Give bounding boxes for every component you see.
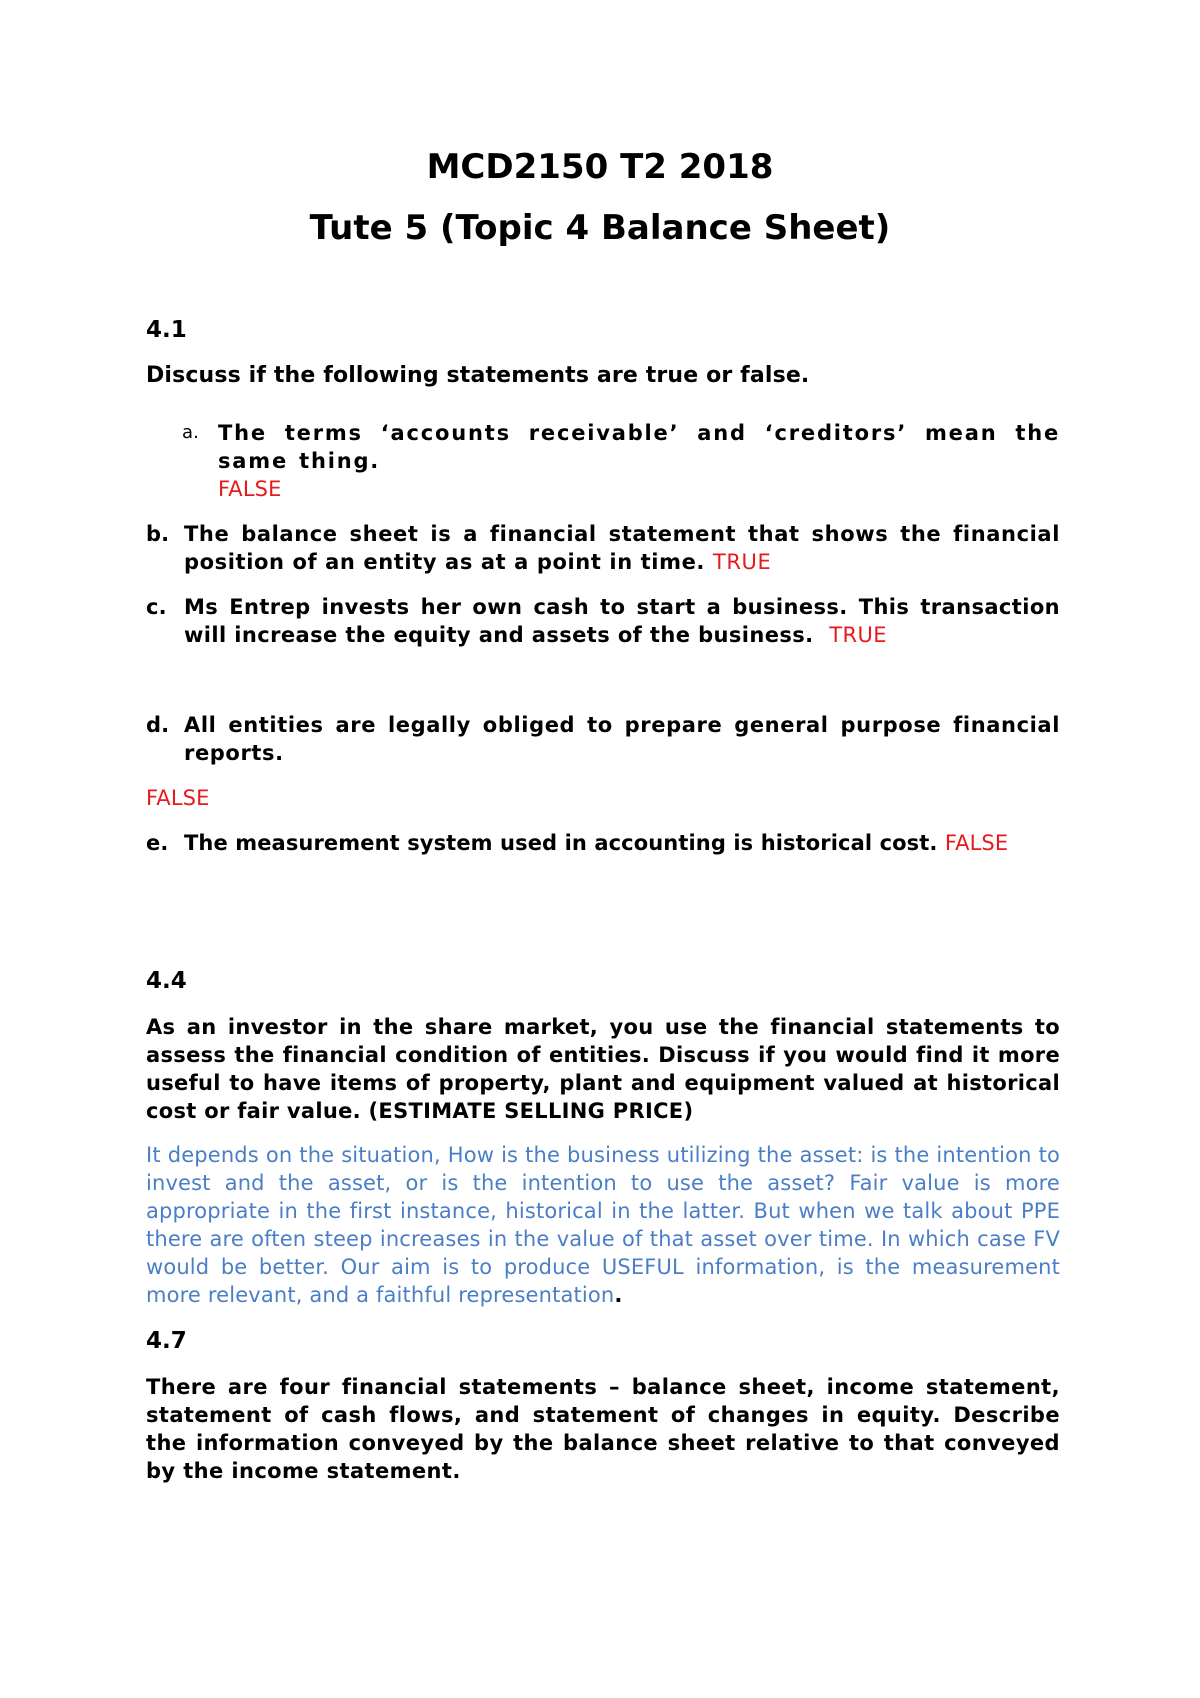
statement-text-body: The balance sheet is a financial statement that shows the financial position of an entity as at a point in time. bbox=[184, 522, 1060, 574]
statement-text: The terms ‘accounts receivable’ and ‘creditors’ mean the same thing. bbox=[218, 421, 1060, 473]
item-marker: d. bbox=[146, 713, 170, 737]
question-heading-4-1: 4.1 bbox=[146, 317, 187, 343]
answer-label: TRUE bbox=[829, 623, 887, 647]
statement-item-e bbox=[146, 829, 1060, 857]
answer-label: FALSE bbox=[944, 831, 1009, 855]
statement-text-body: The measurement system used in accounting is historical cost. bbox=[184, 831, 938, 855]
answer-text-4-4 bbox=[146, 1141, 1060, 1309]
statement-text bbox=[184, 593, 1060, 649]
document-title: MCD2150 T2 2018 bbox=[426, 147, 774, 187]
document-subtitle: Tute 5 (Topic 4 Balance Sheet) bbox=[309, 208, 891, 248]
statement-text bbox=[184, 520, 1060, 576]
question-instruction: Discuss if the following statements are true or false. bbox=[146, 363, 810, 388]
answer-label: TRUE bbox=[712, 550, 772, 574]
question-heading-4-4: 4.4 bbox=[146, 968, 187, 994]
item-marker: b. bbox=[146, 522, 170, 546]
item-marker: c. bbox=[146, 595, 167, 619]
statement-text bbox=[184, 829, 1060, 857]
statement-item-c bbox=[146, 593, 1060, 649]
statement-item-a bbox=[146, 419, 1060, 503]
question-text-4-7: There are four financial statements – balance sheet, income statement, statement of cash flows, and statement of changes in equity. Describe the information conveyed by the balance sheet relative to that conveyed by the income statement. bbox=[146, 1375, 1060, 1483]
statement-text: All entities are legally obliged to prepare general purpose financial reports. bbox=[184, 713, 1060, 765]
statement-text-body: Ms Entrep invests her own cash to start a business. This transaction will increase the equity and assets of the business. bbox=[184, 595, 1060, 647]
answer-period: . bbox=[614, 1283, 623, 1307]
question-heading-4-7: 4.7 bbox=[146, 1328, 187, 1354]
item-marker: e. bbox=[146, 831, 169, 855]
answer-label: FALSE bbox=[218, 477, 282, 501]
question-text-4-4: As an investor in the share market, you use the financial statements to assess the financial condition of entities. Discuss if you would find it more useful to have items of property, plant and equipment valued at historical cost or fair value. (ESTIMATE SELLING PRICE) bbox=[146, 1015, 1060, 1123]
answer-label-d: FALSE bbox=[146, 786, 210, 810]
item-marker: a. bbox=[182, 422, 200, 443]
statement-item-d bbox=[146, 711, 1060, 767]
statement-item-b bbox=[146, 520, 1060, 576]
answer-body: It depends on the situation, How is the business utilizing the asset: is the intention to invest and the asset, or is the intention to use the asset? Fair value is more appropriate in the first instance, historical in the latter. But when we talk about PPE there are often steep increases in the value of that asset over time. In which case FV would be better. Our aim is to produce USEFUL information, is the measurement more relevant, and a faithful representation bbox=[146, 1143, 1060, 1307]
